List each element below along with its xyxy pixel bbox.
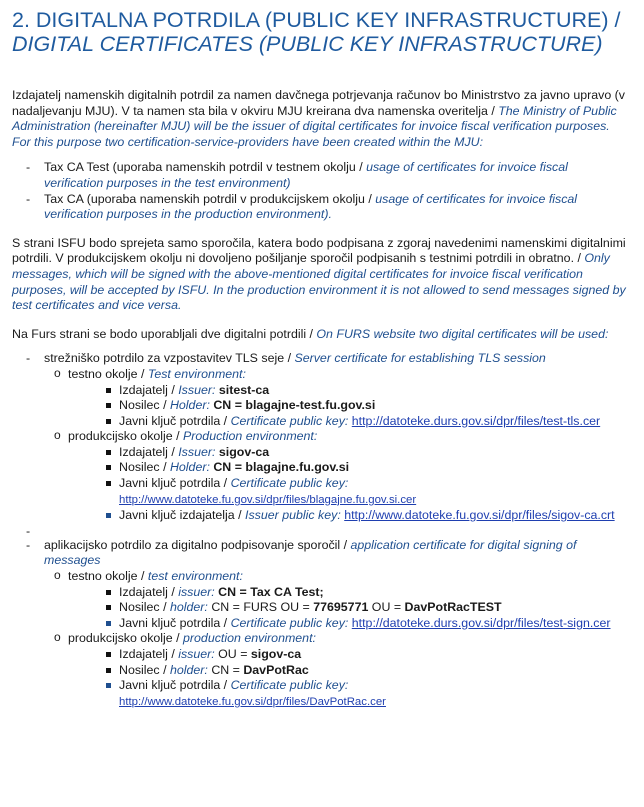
- server-prod-key-link[interactable]: http://www.datoteke.fu.gov.si/dpr/files/blagajne.fu.gov.si.cer: [119, 493, 417, 506]
- section-heading: [12, 8, 630, 56]
- app-prod-key: [12, 678, 630, 710]
- provider-list: [12, 160, 630, 222]
- provider-prod-en: usage of certificates for invoice fiscal verification purposes in the production environment).: [44, 191, 578, 222]
- server-prod-en: Production environment:: [183, 429, 318, 444]
- server-prod-issuer: [12, 445, 630, 461]
- app-test-details: [12, 585, 630, 632]
- label-sl: Izdajatelj /: [119, 647, 179, 661]
- heading-en: DIGITAL CERTIFICATES (PUBLIC KEY INFRASTRUCTURE): [12, 32, 603, 56]
- label-en: Certificate public key:: [230, 413, 352, 428]
- app-test-env: [12, 569, 630, 631]
- server-test-issuer: [12, 383, 630, 399]
- label-en: Certificate public key:: [230, 476, 349, 491]
- app-cert-en: application certificate for digital signing of messages: [44, 537, 577, 568]
- label-en: issuer:: [178, 647, 219, 661]
- issuer-text: OU =: [218, 647, 251, 661]
- label-sl: Javni ključ potrdila /: [119, 615, 231, 630]
- provider-item-test: [12, 160, 630, 191]
- label-en: Issuer:: [178, 382, 219, 397]
- holder-value: DavPotRac: [243, 662, 309, 677]
- server-test-key: [12, 414, 630, 430]
- holder-ou-name: DavPotRacTEST: [404, 600, 502, 615]
- furs-sl: Na Furs strani se bodo uporabljali dve digitalni potrdili /: [12, 326, 317, 341]
- label-en: Issuer public key:: [245, 508, 345, 523]
- app-prod-sl: produkcijsko okolje /: [68, 631, 184, 646]
- app-env-list: [12, 569, 630, 710]
- app-prod-holder: [12, 663, 630, 679]
- holder-value: CN = blagajne-test.fu.gov.si: [213, 398, 376, 413]
- label-sl: Izdajatelj /: [119, 444, 179, 459]
- server-test-key-link[interactable]: http://datoteke.durs.gov.si/dpr/files/test-tls.cer: [351, 413, 601, 428]
- server-prod-key: [12, 476, 630, 508]
- app-test-key-link[interactable]: http://datoteke.durs.gov.si/dpr/files/test-sign.cer: [351, 615, 611, 630]
- label-sl: Javni ključ potrdila /: [119, 476, 231, 491]
- provider-item-prod: [12, 192, 630, 223]
- label-en: Holder:: [169, 460, 214, 475]
- app-test-issuer: [12, 585, 630, 601]
- isfu-sl: S strani ISFU bodo sprejeta samo sporočila, katera bodo podpisana z zgoraj navedenimi namenskimi digitalnimi potrdili. V produkcijskem okolju ni dovoljeno pošiljanje sporočil podpisanih s testnimi potrdili in obratno. /: [12, 235, 626, 266]
- server-prod-issuer-key: [12, 508, 630, 524]
- app-test-holder: [12, 600, 630, 616]
- issuer-value: sitest-ca: [218, 382, 270, 397]
- app-test-key: [12, 616, 630, 632]
- app-cert-sl: aplikacijsko potrdilo za digitalno podpisovanje sporočil /: [44, 537, 351, 552]
- provider-test-sl: Tax CA Test (uporaba namenskih potrdil v testnem okolju /: [44, 160, 367, 175]
- server-prod-issuer-key-link[interactable]: http://www.datoteke.fu.gov.si/dpr/files/sigov-ca.crt: [344, 508, 615, 523]
- app-prod-key-link[interactable]: http://www.datoteke.fu.gov.si/dpr/files/DavPotRac.cer: [119, 695, 386, 708]
- holder-text: OU =: [368, 600, 405, 615]
- intro-en: The Ministry of Public Administration (hereinafter MJU) will be the issuer of digital certificates for invoice fiscal verification purposes. For this purpose two certification-service-providers have been created within the MJU:: [12, 103, 617, 149]
- isfu-paragraph: [12, 236, 630, 314]
- holder-ou-number: 77695771: [313, 600, 369, 615]
- holder-value: CN = blagajne.fu.gov.si: [213, 460, 350, 475]
- server-test-holder: [12, 398, 630, 414]
- server-test-sl: testno okolje /: [68, 366, 148, 381]
- label-sl: Javni ključ izdajatelja /: [119, 508, 246, 523]
- furs-en: On FURS website two digital certificates will be used:: [316, 326, 609, 341]
- label-sl: Nosilec /: [119, 460, 170, 475]
- label-sl: Izdajatelj /: [119, 584, 179, 599]
- heading-sl: 2. DIGITALNA POTRDILA (PUBLIC KEY INFRASTRUCTURE) /: [12, 8, 621, 32]
- label-sl: Javni ključ potrdila /: [119, 678, 231, 693]
- label-sl: Nosilec /: [119, 600, 170, 615]
- server-prod-sl: produkcijsko okolje /: [68, 429, 184, 444]
- server-env-list: [12, 367, 630, 524]
- server-cert-sl: strežniško potrdilo za vzpostavitev TLS seje /: [44, 351, 295, 366]
- server-prod-details: [12, 445, 630, 524]
- server-certificate-item: [12, 351, 630, 524]
- provider-prod-sl: Tax CA (uporaba namenskih potrdil v produkcijskem okolju /: [44, 191, 376, 206]
- server-test-env: [12, 367, 630, 429]
- app-certificate-item: [12, 538, 630, 711]
- app-test-en: test environment:: [147, 569, 243, 584]
- label-en: holder:: [169, 600, 212, 615]
- issuer-value: CN = Tax CA Test;: [218, 584, 324, 599]
- holder-text: CN =: [211, 662, 244, 677]
- label-sl: Nosilec /: [119, 398, 170, 413]
- app-test-sl: testno okolje /: [68, 569, 148, 584]
- issuer-value: sigov-ca: [218, 444, 270, 459]
- furs-paragraph: [12, 327, 630, 343]
- app-prod-details: [12, 647, 630, 710]
- isfu-en: Only messages, which will be signed with the above-mentioned digital certificates for invoice fiscal verification purposes, will be accepted by ISFU. In the production environment it is not allowed to send messages signed by test certificates and vice versa.: [12, 251, 626, 313]
- intro-sl: Izdajatelj namenskih digitalnih potrdil za namen davčnega potrjevanja računov bo Ministrstvo za javno upravo (v nadaljevanju MJU). V ta namen sta bila v okviru MJU kreirana dva namenska overitelja /: [12, 88, 625, 118]
- label-sl: Nosilec /: [119, 662, 170, 677]
- label-en: Holder:: [169, 398, 214, 413]
- label-sl: Javni ključ potrdila /: [119, 413, 231, 428]
- label-en: holder:: [169, 662, 212, 677]
- app-prod-issuer: [12, 647, 630, 663]
- list-spacer: [12, 524, 630, 538]
- label-en: issuer:: [178, 584, 219, 599]
- server-prod-holder: [12, 460, 630, 476]
- label-en: Certificate public key:: [230, 615, 352, 630]
- label-en: Certificate public key:: [230, 678, 349, 693]
- issuer-value: sigov-ca: [250, 647, 302, 661]
- label-en: Issuer:: [178, 444, 219, 459]
- server-test-details: [12, 383, 630, 430]
- server-prod-env: [12, 429, 630, 524]
- intro-paragraph: [12, 88, 630, 150]
- label-sl: Izdajatelj /: [119, 382, 179, 397]
- server-cert-en: Server certificate for establishing TLS session: [294, 351, 546, 366]
- app-prod-env: [12, 631, 630, 710]
- holder-text: CN = FURS OU =: [211, 600, 314, 615]
- provider-test-en: usage of certificates for invoice fiscal verification purposes in the test environment): [44, 160, 568, 190]
- app-prod-en: production environment:: [183, 631, 316, 646]
- certificate-list: [12, 351, 630, 710]
- server-test-en: Test environment:: [147, 366, 246, 381]
